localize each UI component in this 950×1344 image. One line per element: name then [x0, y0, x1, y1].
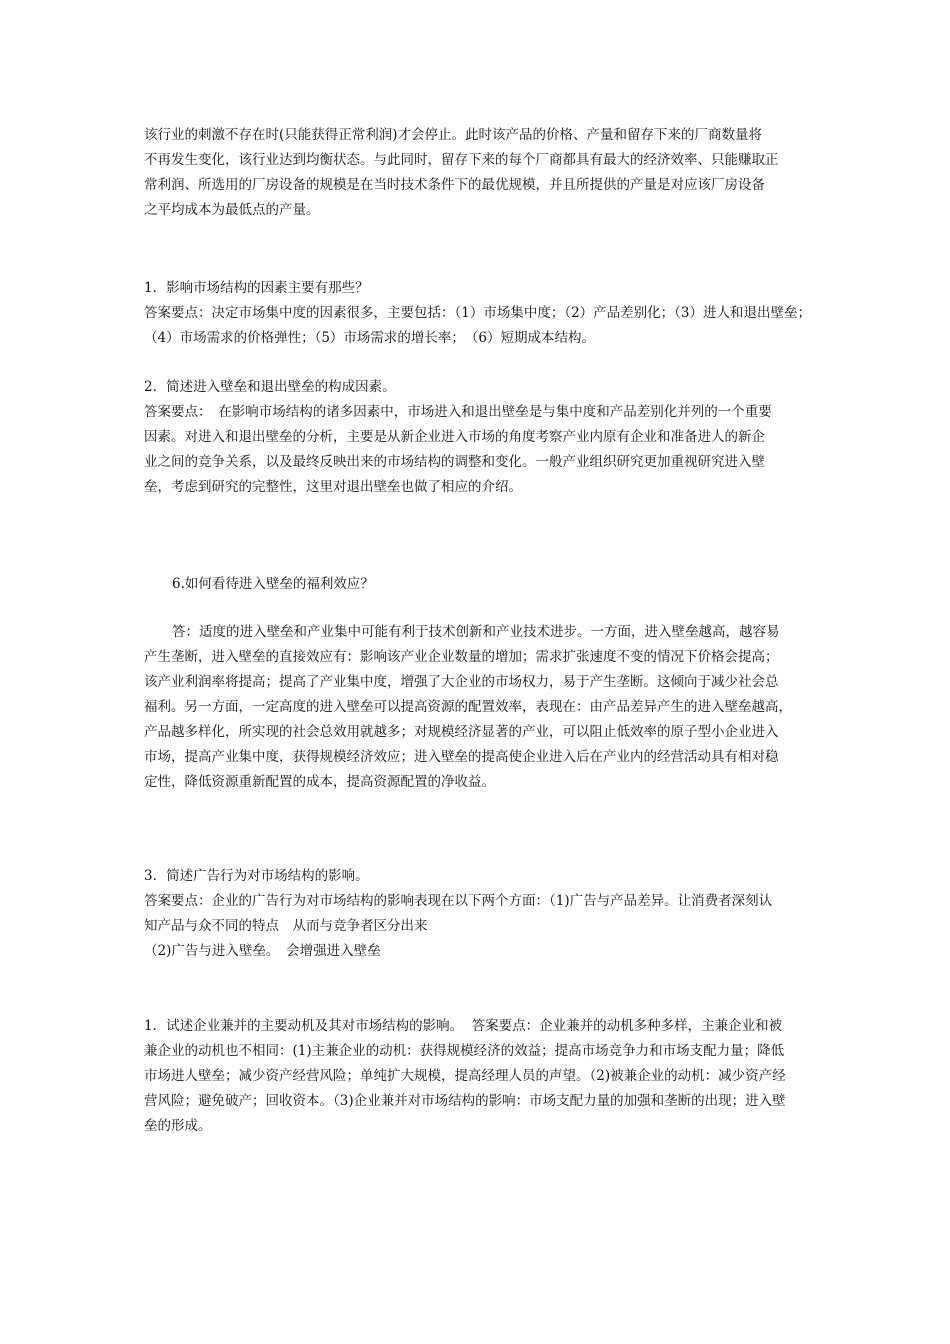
- text-line: 之平均成本为最低点的产量。: [144, 202, 320, 218]
- text-line: 该行业的刺激不存在时(只能获得正常利润)才会停止。此时该产品的价格、产量和留存下来的厂商数量将: [144, 127, 763, 143]
- text-line: 不再发生变化，该行业达到均衡状态。与此同时，留存下来的每个厂商都具有最大的经济效率、只能赚取正: [144, 152, 779, 168]
- question-heading: 3．简述广告行为对市场结构的影响。: [144, 868, 369, 884]
- answer-line: 因素。对进入和退出壁垒的分析，主要是从新企业进入市场的角度考察产业内原有企业和准备进人的新企: [144, 429, 765, 445]
- question-heading: 2．简述进入壁垒和退出壁垒的构成因素。: [144, 379, 396, 395]
- answer-line: 该产业利润率将提高；提高了产业集中度，增强了大企业的市场权力，易于产生垄断。这倾向于减少社会总: [144, 674, 779, 690]
- answer-line: 福利。另一方面，一定高度的进入壁垒可以提高资源的配置效率，表现在：由产品差异产生的进入壁垒越高，: [144, 699, 792, 715]
- text-line: 兼企业的动机也不相同：(1)主兼企业的动机：获得规模经济的效益；提高市场竞争力和市场支配力量；降低: [144, 1043, 785, 1059]
- text-line: 1．试述企业兼并的主要动机及其对市场结构的影响。 答案要点：企业兼并的动机多种多样，主兼企业和被: [144, 1018, 783, 1034]
- answer-line: （4）市场需求的价格弹性；（5）市场需求的增长率； （6）短期成本结构。: [144, 330, 596, 346]
- text-line: 营风险；避免破产；回收资本。（3)企业兼并对市场结构的影响：市场支配力量的加强和垄断的出现；进入壁: [144, 1093, 786, 1109]
- text-line: 垒的形成。: [144, 1118, 212, 1134]
- answer-line: 产生垄断，进入壁垒的直接效应有：影响该产业企业数量的增加；需求扩张速度不变的情况下价格会提高；: [144, 649, 779, 665]
- question-6-heading-block: [144, 572, 812, 597]
- question-2-section: [144, 375, 812, 500]
- answer-line: 答案要点： 在影响市场结构的诸多因素中，市场进入和退出壁垒是与集中度和产品差别化并列的一个重要: [144, 404, 772, 420]
- intro-paragraph: [144, 123, 812, 223]
- answer-line: 市场，提高产业集中度，获得规模经济效应；进入壁垒的提高使企业进入后在产业内的经营活动具有相对稳: [144, 749, 779, 765]
- answer-line: 业之间的竞争关系，以及最终反映出来的市场结构的调整和变化。一般产业组织研究更加重视研究进入壁: [144, 454, 765, 470]
- answer-line: 知产品与众不同的特点 从而与竞争者区分出来: [144, 918, 428, 934]
- question-heading: 1．影响市场结构的因素主要有那些？: [144, 280, 369, 296]
- answer-line: 答案要点：决定市场集中度的因素很多，主要包括：（1）市场集中度；（2）产品差别化；（3）进人和退出壁垒；: [144, 305, 812, 321]
- answer-line: 产品越多样化，所实现的社会总效用就越多；对规模经济显著的产业，可以阻止低效率的原子型小企业进入: [144, 724, 779, 740]
- text-line: 市场进人壁垒；减少资产经营风险；单纯扩大规模，提高经理人员的声望。（2)被兼企业的动机：减少资产经: [144, 1068, 786, 1084]
- answer-line: 答案要点：企业的广告行为对市场结构的影响表现在以下两个方面：（1)广告与产品差异。让消费者深刻认: [144, 893, 773, 909]
- text-line: 常利润、所选用的厂房设备的规模是在当时技术条件下的最优规模，并且所提供的产量是对应该厂房设备: [144, 177, 765, 193]
- answer-line: 垒，考虑到研究的完整性，这里对退出壁垒也做了相应的介绍。: [144, 479, 522, 495]
- answer-line: 答：适度的进入壁垒和产业集中可能有利于技术创新和产业技术进步。一方面，进入壁垒越高，越容易: [172, 624, 780, 640]
- question-6-answer: [144, 620, 812, 795]
- answer-line: （2)广告与进入壁垒。 会增强进入壁垒: [144, 943, 381, 959]
- question-heading: 6.如何看待进入壁垒的福利效应？: [172, 576, 374, 592]
- answer-line: 定性，降低资源重新配置的成本，提高资源配置的净收益。: [144, 774, 495, 790]
- question-3-section: [144, 864, 812, 964]
- question-1-section: [144, 276, 812, 351]
- merger-question-section: [144, 1014, 812, 1139]
